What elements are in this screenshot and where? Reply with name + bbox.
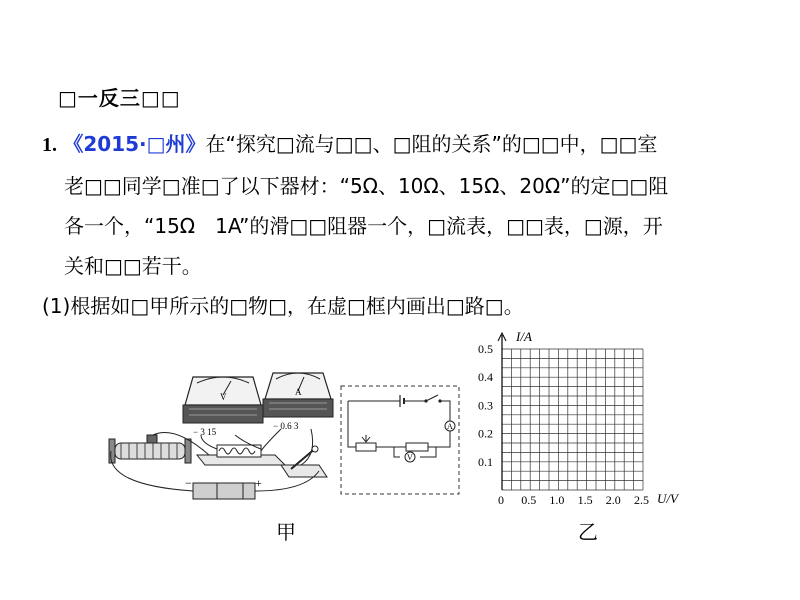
x-axis-label: U/V — [657, 491, 678, 506]
graph-grid — [502, 349, 643, 490]
x-tick-label: 0 — [498, 493, 504, 507]
svg-text:V: V — [407, 453, 413, 462]
resistor-icon — [197, 445, 285, 465]
problem-line-1 — [42, 128, 657, 157]
voltmeter-terminals: − 3 15 — [193, 427, 217, 437]
x-tick-labels — [498, 493, 649, 507]
voltmeter-symbol — [405, 452, 415, 462]
resistor-symbol — [406, 443, 428, 451]
problem-line-3: 各一个，“15Ω 1A”的滑□□阻器一个，□流表，□□表，□源，开 — [64, 214, 663, 238]
y-tick-label: 0.1 — [478, 454, 493, 469]
sub-question-1: (1)根据如□甲所示的□物□，在虚□框内画出□路□。 — [42, 294, 524, 318]
problem-line-2: 老□□同学□准□了以下器材：“5Ω、10Ω、15Ω、20Ω”的定□□阻 — [64, 174, 669, 198]
problem-source: 《2015·□州》 — [63, 132, 206, 156]
circuit-diagram — [340, 385, 460, 495]
rheostat-symbol — [356, 435, 376, 451]
x-tick-label: 2.5 — [634, 493, 649, 507]
section-heading: □一反三□□ — [58, 86, 181, 110]
y-tick-labels — [478, 342, 493, 469]
x-tick-label: 2.0 — [605, 493, 621, 507]
y-tick-label: 0.5 — [478, 342, 493, 356]
iu-graph — [470, 325, 690, 515]
problem-line-4: 关和□□若干。 — [64, 254, 202, 278]
caption-yi: 乙 — [578, 522, 598, 544]
y-axis-label: I/A — [516, 329, 532, 344]
y-tick-label: 0.2 — [478, 426, 493, 441]
battery-minus: − — [185, 476, 192, 490]
switch-symbol — [424, 395, 441, 403]
ammeter-icon — [263, 373, 333, 431]
battery-icon — [185, 476, 262, 499]
problem-number: 1. — [42, 134, 57, 156]
voltmeter-icon — [183, 377, 263, 437]
x-tick-label: 1.5 — [577, 493, 593, 507]
y-tick-label: 0.3 — [478, 398, 493, 413]
x-tick-label: 0.5 — [521, 493, 537, 507]
switch-icon — [281, 446, 327, 477]
y-tick-label: 0.4 — [478, 370, 493, 385]
battery-symbol — [400, 395, 404, 407]
battery-plus: + — [255, 476, 262, 490]
svg-text:A: A — [447, 422, 453, 431]
voltmeter-label: V — [220, 392, 227, 402]
x-tick-label: 1.0 — [549, 493, 565, 507]
ammeter-symbol — [445, 421, 455, 431]
apparatus-figure — [105, 365, 335, 515]
problem-line-1-text: 在“探究□流与□□、□阻的关系”的□□中，□□室 — [205, 132, 658, 156]
rheostat-icon — [109, 435, 191, 463]
ammeter-terminals: − 0.6 3 — [273, 421, 299, 431]
caption-jia: 甲 — [276, 522, 296, 544]
ammeter-label: A — [295, 387, 302, 397]
